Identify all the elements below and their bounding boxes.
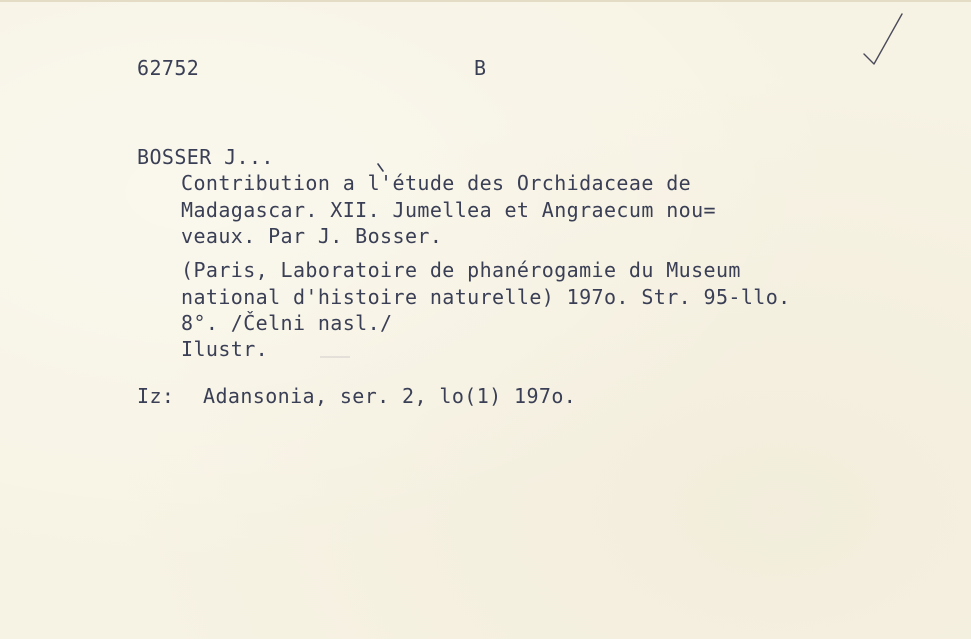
- source-text: Adansonia, ser. 2, lo(1) 197o.: [203, 384, 577, 408]
- publication-line: (Paris, Laboratoire de phanérogamie du Museum: [181, 258, 741, 282]
- card-top-edge: [0, 0, 971, 2]
- publication-line: 8°. /Čelni nasl./: [181, 311, 393, 335]
- location-code: B: [474, 56, 487, 80]
- call-number: 62752: [137, 56, 200, 80]
- title-line: Contribution a l'étude des Orchidaceae de: [181, 171, 692, 195]
- title-line: veaux. Par J. Bosser.: [181, 224, 443, 248]
- source-citation: [137, 384, 576, 408]
- author-heading: BOSSER J...: [137, 145, 274, 169]
- source-label: Iz:: [137, 384, 175, 408]
- title-line: Madagascar. XII. Jumellea et Angraecum nou=: [181, 198, 716, 222]
- checkmark-icon: [860, 10, 906, 70]
- publication-line: national d'histoire naturelle) 197o. Str. 95-llo.: [181, 285, 791, 309]
- publication-line: Ilustr.: [181, 337, 269, 361]
- paper-smudge: [320, 356, 350, 358]
